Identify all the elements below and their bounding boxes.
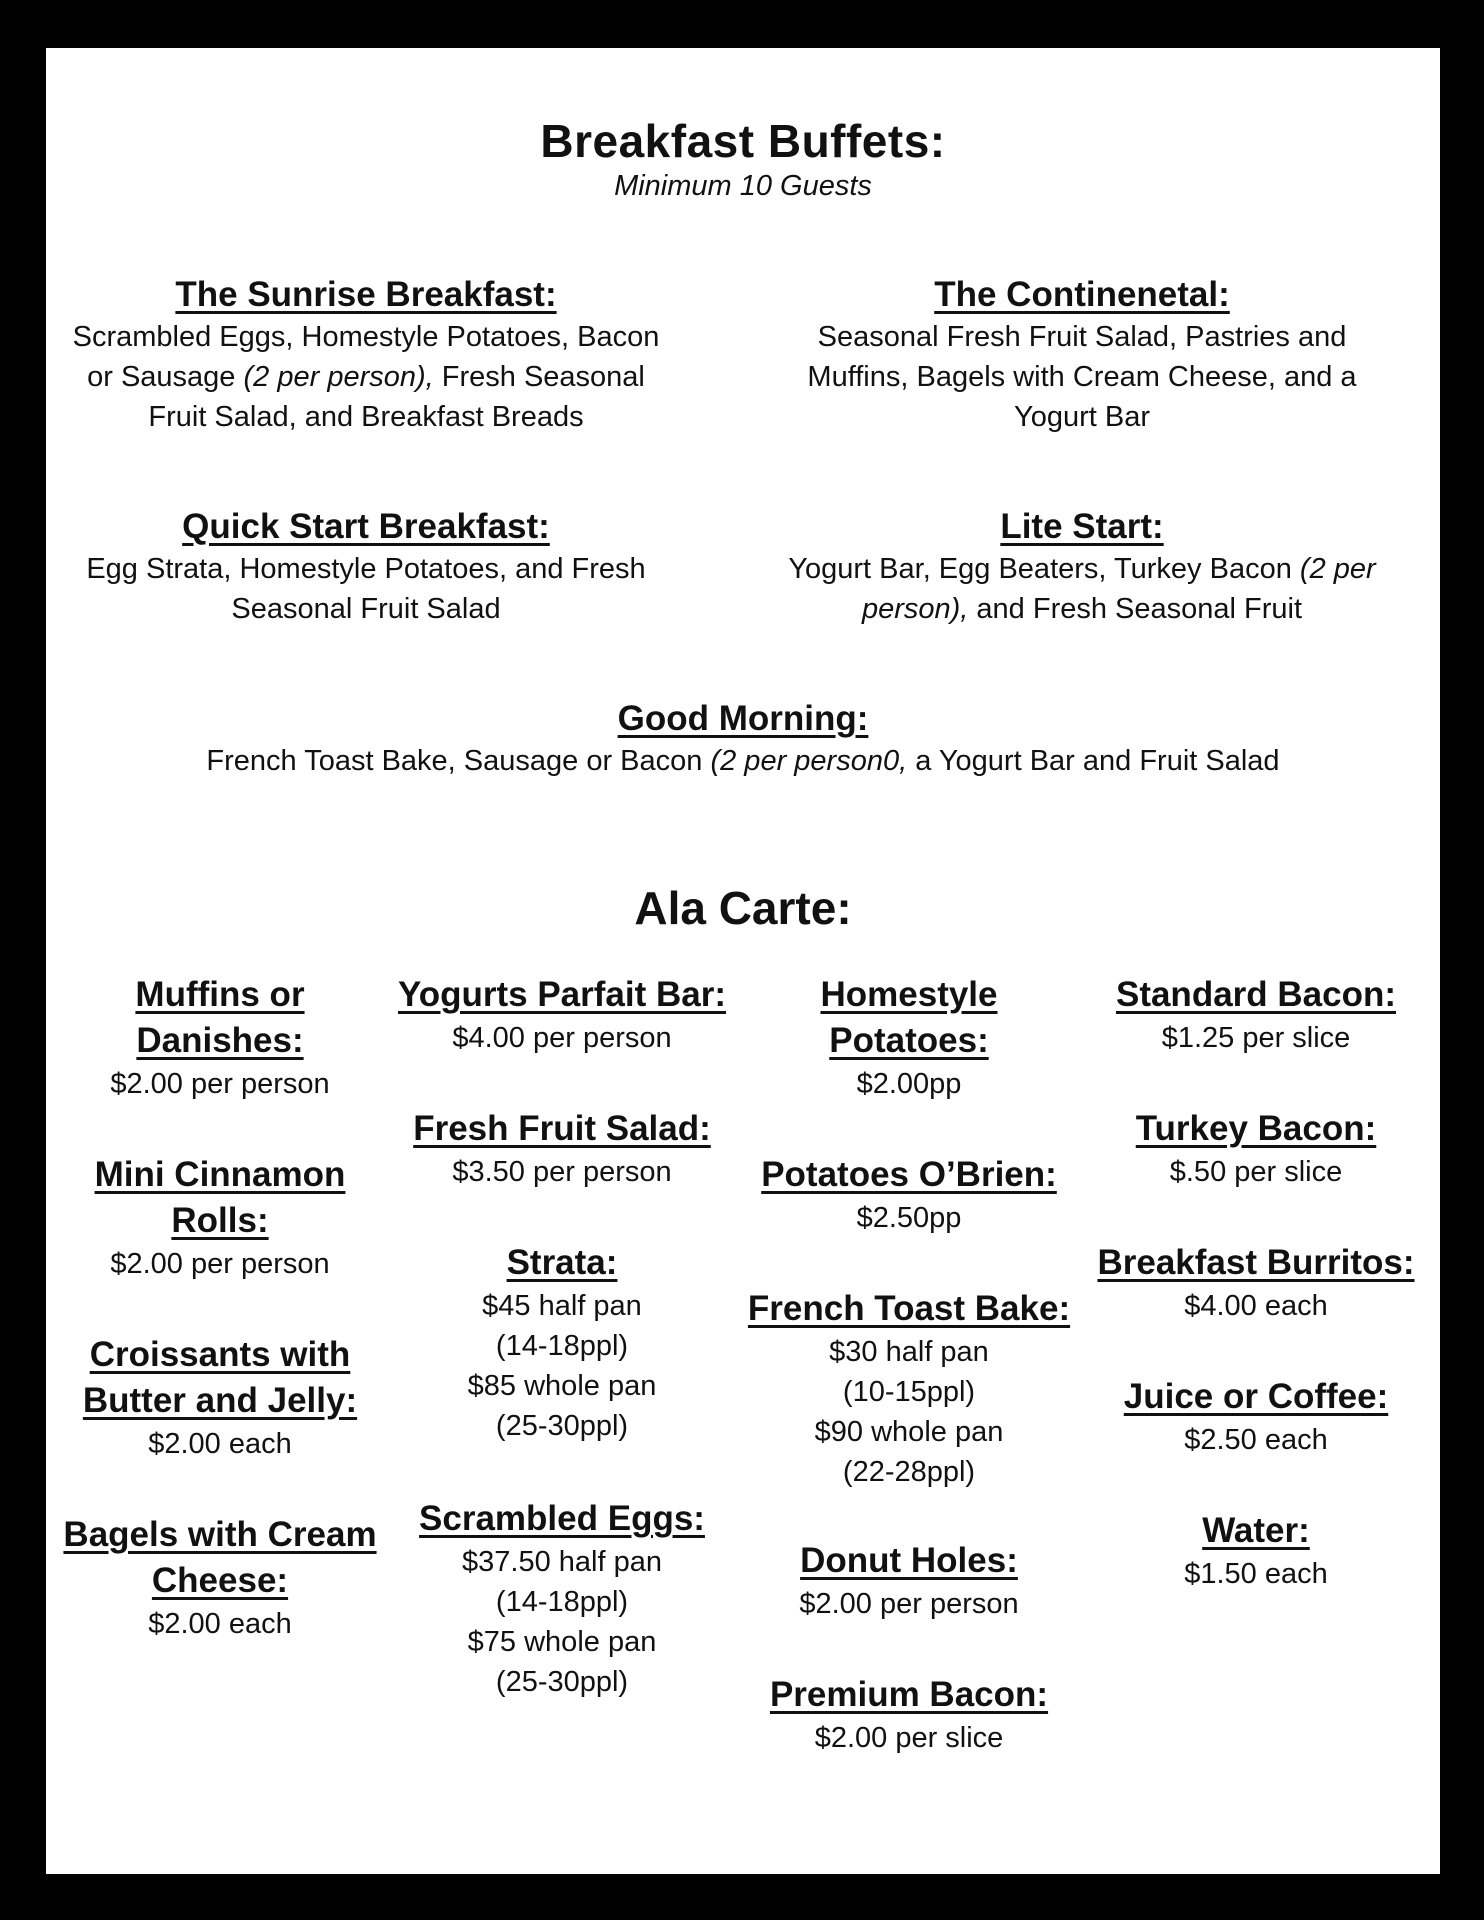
ala-carte-column-3: [744, 972, 1074, 1758]
menu-item: [1086, 1508, 1426, 1594]
item-price: $2.00pp: [856, 1068, 962, 1100]
menu-item: [744, 1152, 1074, 1286]
item-name: Water:: [1202, 1511, 1310, 1550]
ala-carte-column-2: [392, 972, 732, 1702]
item-price: $2.00 per slice: [814, 1722, 1004, 1754]
item-price: $1.25 per slice: [1161, 1022, 1351, 1054]
item-name: Croissants with Butter and Jelly:: [82, 1335, 358, 1420]
desc-text: French Toast Bake, Sausage or Bacon: [206, 745, 711, 777]
item-name: Strata:: [506, 1243, 618, 1282]
item-name: Premium Bacon:: [769, 1675, 1049, 1714]
menu-item: [1086, 1106, 1426, 1240]
page-subtitle: Minimum 10 Guests: [614, 170, 872, 202]
item-name: Muffins or Danishes:: [135, 975, 305, 1060]
item-price: $4.00 each: [1184, 1290, 1328, 1322]
ala-carte-column-1: [60, 972, 380, 1644]
desc-text: and Fresh Seasonal Fruit: [968, 593, 1303, 625]
item-price: $.50 per slice: [1169, 1156, 1343, 1188]
desc-text: Egg Strata, Homestyle Potatoes, and Fresh: [86, 553, 646, 585]
buffet-sunrise: [46, 273, 686, 437]
item-name: Mini Cinnamon Rolls:: [94, 1155, 346, 1240]
item-price: $2.00 each: [148, 1428, 292, 1460]
buffet-good-morning: [46, 697, 1440, 781]
buffet-description: [46, 317, 686, 437]
ala-carte-column-4: [1086, 972, 1426, 1594]
menu-page: [46, 48, 1440, 1874]
item-name: Fresh Fruit Salad:: [413, 1109, 711, 1148]
buffet-name: Quick Start Breakfast:: [182, 507, 550, 546]
desc-italic: (2 per person0,: [710, 745, 908, 777]
buffet-continental: [762, 273, 1402, 437]
menu-item: [60, 1332, 380, 1512]
menu-item: [1086, 972, 1426, 1106]
item-name: French Toast Bake:: [747, 1289, 1071, 1328]
menu-item: [744, 1538, 1074, 1672]
buffet-description: [46, 741, 1440, 781]
item-name: Breakfast Burritos:: [1097, 1243, 1415, 1282]
item-price: $2.00 per person: [110, 1068, 330, 1100]
buffet-description: [762, 317, 1402, 437]
item-name: Turkey Bacon:: [1135, 1109, 1377, 1148]
item-name: Yogurts Parfait Bar:: [397, 975, 727, 1014]
desc-italic: (2 per person),: [243, 361, 434, 393]
menu-item: [60, 1152, 380, 1332]
item-name: Donut Holes:: [800, 1541, 1018, 1580]
buffet-name: The Continenetal:: [934, 275, 1230, 314]
desc-text: Seasonal Fresh Fruit Salad, Pastries and: [817, 321, 1347, 353]
buffet-description: [46, 549, 686, 629]
buffet-name: Lite Start:: [1000, 507, 1164, 546]
item-price: $4.00 per person: [452, 1022, 672, 1054]
menu-item: [1086, 1374, 1426, 1508]
menu-item: [60, 972, 380, 1152]
buffet-quick-start: [46, 505, 686, 629]
buffet-lite-start: [762, 505, 1402, 629]
menu-item: [744, 1672, 1074, 1758]
buffet-name: Good Morning:: [617, 699, 869, 738]
item-name: Homestyle Potatoes:: [820, 975, 998, 1060]
ala-carte-title: Ala Carte:: [634, 882, 852, 934]
desc-text: Yogurt Bar, Egg Beaters, Turkey Bacon: [788, 553, 1300, 585]
desc-text: a Yogurt Bar and Fruit Salad: [907, 745, 1280, 777]
item-price: $2.50pp: [856, 1202, 962, 1234]
menu-item: [392, 1240, 732, 1496]
item-name: Juice or Coffee:: [1123, 1377, 1389, 1416]
desc-text: Seasonal Fruit Salad: [231, 593, 501, 625]
menu-item: [392, 1496, 732, 1702]
item-name: Bagels with Cream Cheese:: [63, 1515, 377, 1600]
item-name: Scrambled Eggs:: [419, 1499, 705, 1538]
menu-item: [744, 1286, 1074, 1538]
buffet-description: [762, 549, 1402, 629]
item-price: $1.50 each: [1184, 1558, 1328, 1590]
header: [46, 114, 1440, 204]
desc-italic: (2 per: [1299, 553, 1376, 585]
menu-item: [392, 972, 732, 1106]
desc-text: Fruit Salad, and Breakfast Breads: [148, 401, 584, 433]
item-price: $2.00 per person: [110, 1248, 330, 1280]
item-price: $2.00 per person: [799, 1588, 1019, 1620]
item-name: Standard Bacon:: [1115, 975, 1397, 1014]
item-price: $37.50 half pan (14-18ppl) $75 whole pan (25-30ppl): [462, 1546, 662, 1698]
desc-text: Scrambled Eggs, Homestyle Potatoes, Bacon: [72, 321, 660, 353]
desc-text: or Sausage: [87, 361, 244, 393]
item-price: $30 half pan (10-15ppl) $90 whole pan (22-28ppl): [814, 1336, 1004, 1488]
menu-item: [60, 1512, 380, 1644]
desc-text: Fresh Seasonal: [433, 361, 645, 393]
page-title: Breakfast Buffets:: [540, 115, 946, 167]
buffet-name: The Sunrise Breakfast:: [175, 275, 557, 314]
item-name: Potatoes O’Brien:: [761, 1155, 1057, 1194]
item-price: $3.50 per person: [452, 1156, 672, 1188]
desc-text: Muffins, Bagels with Cream Cheese, and a: [807, 361, 1357, 393]
desc-text: Yogurt Bar: [1014, 401, 1150, 433]
item-price: $2.50 each: [1184, 1424, 1328, 1456]
desc-italic: person),: [861, 593, 969, 625]
menu-item: [1086, 1240, 1426, 1374]
menu-item: [744, 972, 1074, 1152]
item-price: $2.00 each: [148, 1608, 292, 1640]
item-price: $45 half pan (14-18ppl) $85 whole pan (25-30ppl): [467, 1290, 657, 1442]
menu-item: [392, 1106, 732, 1240]
